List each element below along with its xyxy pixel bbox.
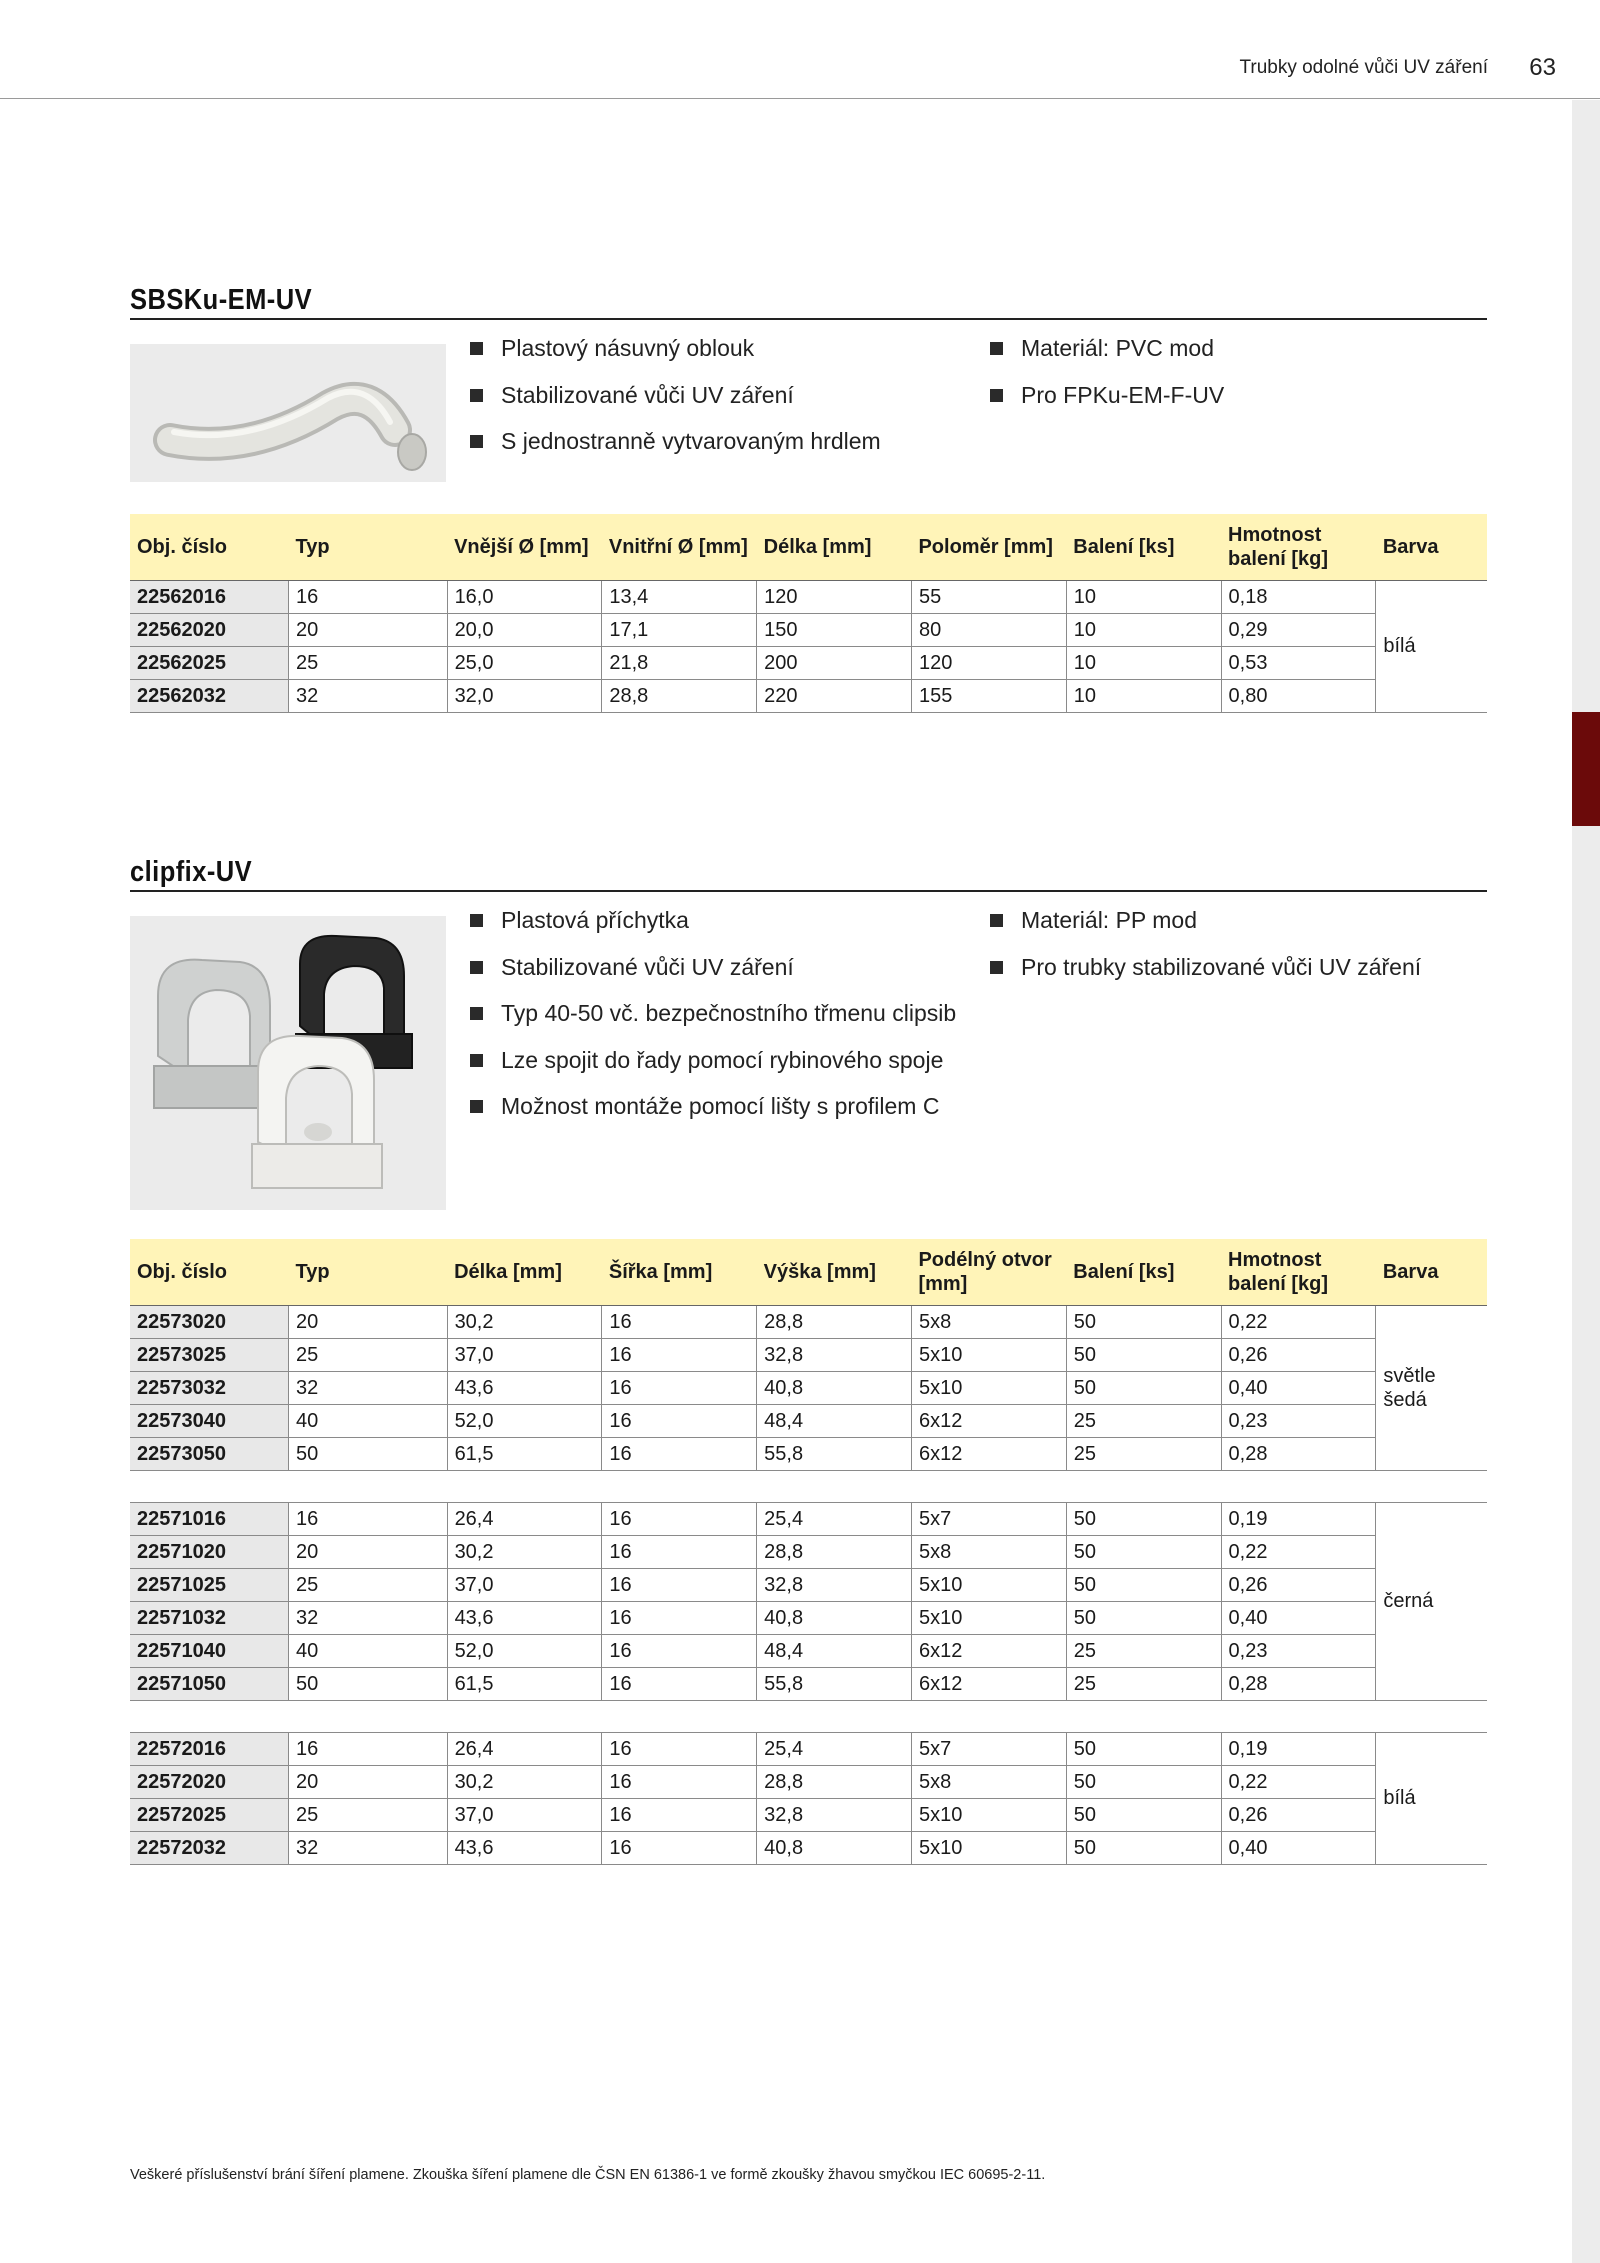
table-cell: 32 [289,1831,448,1864]
section-title: clipfix-UV [130,852,1487,892]
table-cell: 50 [1066,1765,1221,1798]
table-row [130,1305,1487,1338]
table-cell: 50 [1066,1798,1221,1831]
column-header: Obj. číslo [130,514,289,580]
table-cell: 40,8 [757,1831,912,1864]
color-cell: černá [1376,1502,1487,1700]
table-cell: 20,0 [447,613,602,646]
order-number: 22572016 [130,1732,289,1765]
table-cell: 50 [1066,1535,1221,1568]
table-cell: 20 [289,1765,448,1798]
feature-text: Pro trubky stabilizované vůči UV záření [1021,953,1422,980]
table-cell: 28,8 [757,1765,912,1798]
table-cell: 0,28 [1221,1437,1376,1470]
table-cell: 0,40 [1221,1601,1376,1634]
table-cell: 37,0 [447,1338,602,1371]
table-row [130,1798,1487,1831]
feature-item [470,1048,990,1095]
square-bullet-icon [470,914,483,927]
features-right [990,336,1510,429]
order-number: 22572020 [130,1765,289,1798]
column-header: Obj. číslo [130,1239,289,1305]
table-cell: 30,2 [447,1305,602,1338]
table-cell: 0,23 [1221,1634,1376,1667]
table-row [130,1437,1487,1470]
table-cell: 0,40 [1221,1371,1376,1404]
order-number: 22562020 [130,613,289,646]
group-spacer [130,1470,1487,1502]
table-cell: 16 [602,1667,757,1700]
page-number: 63 [1529,54,1556,81]
color-cell: bílá [1376,1732,1487,1864]
feature-text: Typ 40-50 vč. bezpečnostního třmenu clipsib [501,1000,957,1026]
table-cell: 50 [289,1667,448,1700]
feature-item [470,908,990,955]
table-cell: 50 [1066,1732,1221,1765]
table-row [130,1404,1487,1437]
feature-item [470,1094,990,1141]
column-header: Hmotnost balení [kg] [1221,1239,1376,1305]
table-cell: 10 [1066,646,1221,679]
feature-item [470,429,990,476]
table-cell: 55,8 [757,1437,912,1470]
square-bullet-icon [470,1007,483,1020]
table-cell: 0,53 [1221,646,1376,679]
table-header-row [130,1239,1487,1305]
table-cell: 26,4 [447,1732,602,1765]
table-cell: 10 [1066,613,1221,646]
feature-text: Možnost montáže pomocí lišty s profilem C [501,1093,940,1119]
column-header: Typ [289,514,448,580]
table-cell: 48,4 [757,1634,912,1667]
table-cell: 43,6 [447,1601,602,1634]
table-cell: 25 [289,1568,448,1601]
table-cell: 10 [1066,679,1221,712]
table-cell: 50 [1066,1831,1221,1864]
column-header: Podélný otvor [mm] [911,1239,1066,1305]
table-cell: 50 [1066,1502,1221,1535]
table-cell: 16 [602,1535,757,1568]
table-cell: 25 [289,1798,448,1831]
table-cell: 0,26 [1221,1568,1376,1601]
table-cell: 25,4 [757,1732,912,1765]
table-cell: 50 [1066,1601,1221,1634]
column-header: Hmotnost balení [kg] [1221,514,1376,580]
order-number: 22573050 [130,1437,289,1470]
table-row [130,646,1487,679]
order-number: 22572032 [130,1831,289,1864]
square-bullet-icon [470,389,483,402]
table-cell: 28,8 [602,679,757,712]
feature-text: Lze spojit do řady pomocí rybinového spoje [501,1046,944,1073]
column-header: Poloměr [mm] [911,514,1066,580]
table-cell: 5x8 [911,1765,1066,1798]
table-cell: 5x10 [911,1338,1066,1371]
table-cell: 5x10 [911,1568,1066,1601]
order-number: 22562016 [130,580,289,613]
table-cell: 16 [602,1568,757,1601]
square-bullet-icon [470,1054,483,1067]
table-cell: 21,8 [602,646,757,679]
table-cell: 25 [1066,1437,1221,1470]
order-number: 22573032 [130,1371,289,1404]
order-number: 22571050 [130,1667,289,1700]
table-cell: 20 [289,613,448,646]
feature-item [470,383,990,430]
table-row [130,1667,1487,1700]
table-cell: 40 [289,1634,448,1667]
table-cell: 25 [1066,1634,1221,1667]
table-cell: 32 [289,1601,448,1634]
table-cell: 61,5 [447,1667,602,1700]
table-cell: 16 [289,1732,448,1765]
column-header: Vnější Ø [mm] [447,514,602,580]
table-cell: 5x10 [911,1601,1066,1634]
table-cell: 13,4 [602,580,757,613]
features-left [470,908,990,1141]
feature-item [990,383,1510,430]
side-tab-strip [1572,100,1600,2263]
section-sbsku [130,280,1487,707]
table-cell: 5x8 [911,1305,1066,1338]
table-row [130,1732,1487,1765]
table-cell: 28,8 [757,1535,912,1568]
table-cell: 16 [602,1831,757,1864]
order-number: 22562025 [130,646,289,679]
table-cell: 50 [1066,1371,1221,1404]
feature-item [470,1001,990,1048]
table-cell: 32,0 [447,679,602,712]
table-cell: 150 [757,613,912,646]
table-cell: 50 [1066,1338,1221,1371]
group-spacer [130,1700,1487,1732]
table-cell: 6x12 [911,1667,1066,1700]
table-cell: 40,8 [757,1371,912,1404]
square-bullet-icon [990,914,1003,927]
table-cell: 0,22 [1221,1765,1376,1798]
feature-item [470,336,990,383]
column-header: Vnitřní Ø [mm] [602,514,757,580]
column-header: Šířka [mm] [602,1239,757,1305]
features-right [990,908,1510,1001]
column-header: Barva [1376,1239,1487,1305]
square-bullet-icon [470,1100,483,1113]
table-cell: 25 [289,646,448,679]
features-left [470,336,990,476]
table-cell: 0,26 [1221,1798,1376,1831]
feature-text: S jednostranně vytvarovaným hrdlem [501,428,881,454]
column-header: Délka [mm] [447,1239,602,1305]
table-row [130,580,1487,613]
square-bullet-icon [470,961,483,974]
table-cell: 25,4 [757,1502,912,1535]
side-tab-marker [1572,712,1600,826]
table-cell: 5x10 [911,1371,1066,1404]
footnote: Veškeré příslušenství brání šíření plamene. Zkouška šíření plamene dle ČSN EN 61386-1 ve formě zkoušky žhavou smyčkou IEC 60695-2-11. [130,2167,1046,2183]
table-cell: 0,19 [1221,1502,1376,1535]
table-cell: 25 [1066,1404,1221,1437]
column-header: Výška [mm] [757,1239,912,1305]
table-cell: 16,0 [447,580,602,613]
order-number: 22573040 [130,1404,289,1437]
table-cell: 0,18 [1221,580,1376,613]
table-cell: 16 [602,1437,757,1470]
feature-text: Stabilizované vůči UV záření [501,953,794,980]
color-cell: bílá [1376,580,1487,712]
column-header: Balení [ks] [1066,1239,1221,1305]
table-cell: 52,0 [447,1634,602,1667]
pipe-clip-photo-icon [130,916,446,1210]
table-row [130,1502,1487,1535]
table-cell: 37,0 [447,1798,602,1831]
table-cell: 50 [1066,1568,1221,1601]
table-cell: 5x7 [911,1732,1066,1765]
table-cell: 6x12 [911,1437,1066,1470]
table-header-row [130,514,1487,580]
order-number: 22573025 [130,1338,289,1371]
table-cell: 0,40 [1221,1831,1376,1864]
table-cell: 6x12 [911,1404,1066,1437]
feature-item [470,955,990,1002]
table-cell: 20 [289,1305,448,1338]
order-number: 22573020 [130,1305,289,1338]
table-cell: 28,8 [757,1305,912,1338]
table-row [130,1568,1487,1601]
section-clipfix [130,852,1487,1859]
order-number: 22571016 [130,1502,289,1535]
table-row [130,1535,1487,1568]
table-cell: 50 [1066,1305,1221,1338]
table-cell: 25 [1066,1667,1221,1700]
header-title: Trubky odolné vůči UV záření [1239,57,1488,78]
table-cell: 32,8 [757,1568,912,1601]
color-cell: světle šedá [1376,1305,1487,1470]
table-cell: 16 [289,1502,448,1535]
square-bullet-icon [470,342,483,355]
table-cell: 16 [602,1765,757,1798]
table-cell: 16 [602,1404,757,1437]
table-row [130,1634,1487,1667]
table-cell: 0,22 [1221,1535,1376,1568]
table-cell: 50 [289,1437,448,1470]
column-header: Balení [ks] [1066,514,1221,580]
table-cell: 16 [602,1502,757,1535]
table-cell: 10 [1066,580,1221,613]
feature-text: Plastová příchytka [501,907,689,933]
order-number: 22571040 [130,1634,289,1667]
table-cell: 6x12 [911,1634,1066,1667]
table-cell: 16 [602,1732,757,1765]
feature-text: Materiál: PP mod [1021,907,1197,933]
order-number: 22571025 [130,1568,289,1601]
table-cell: 5x10 [911,1831,1066,1864]
section-title: SBSKu-EM-UV [130,280,1487,320]
table-row [130,679,1487,712]
feature-item [990,955,1510,1002]
table-cell: 16 [602,1634,757,1667]
feature-item [990,908,1510,955]
pipe-bend-photo-icon [130,344,446,482]
table-cell: 25,0 [447,646,602,679]
table-row [130,1765,1487,1798]
table-cell: 43,6 [447,1831,602,1864]
column-header: Typ [289,1239,448,1305]
square-bullet-icon [990,389,1003,402]
table-cell: 0,22 [1221,1305,1376,1338]
table-cell: 0,80 [1221,679,1376,712]
feature-text: Materiál: PVC mod [1021,335,1215,361]
order-number: 22571032 [130,1601,289,1634]
table-cell: 5x10 [911,1798,1066,1831]
table-cell: 0,26 [1221,1338,1376,1371]
column-header: Délka [mm] [757,514,912,580]
table-cell: 120 [911,646,1066,679]
table-cell: 32,8 [757,1338,912,1371]
table-cell: 55 [911,580,1066,613]
square-bullet-icon [990,342,1003,355]
table-cell: 55,8 [757,1667,912,1700]
table-cell: 220 [757,679,912,712]
table-cell: 0,28 [1221,1667,1376,1700]
table-row [130,1831,1487,1864]
feature-item [990,336,1510,383]
table-cell: 25 [289,1338,448,1371]
table-cell: 5x7 [911,1502,1066,1535]
square-bullet-icon [470,435,483,448]
table-cell: 155 [911,679,1066,712]
table-cell: 16 [602,1798,757,1831]
table-cell: 26,4 [447,1502,602,1535]
table-cell: 200 [757,646,912,679]
table-cell: 32 [289,679,448,712]
order-number: 22572025 [130,1798,289,1831]
table-cell: 32 [289,1371,448,1404]
spec-table-sbsku [130,514,1487,713]
order-number: 22562032 [130,679,289,712]
table-cell: 16 [602,1371,757,1404]
table-cell: 0,19 [1221,1732,1376,1765]
table-cell: 16 [602,1305,757,1338]
feature-text: Pro FPKu-EM-F-UV [1021,381,1225,408]
table-cell: 5x8 [911,1535,1066,1568]
table-cell: 20 [289,1535,448,1568]
feature-text: Stabilizované vůči UV záření [501,381,794,408]
table-cell: 16 [602,1338,757,1371]
table-cell: 52,0 [447,1404,602,1437]
feature-text: Plastový násuvný oblouk [501,335,755,361]
table-cell: 16 [289,580,448,613]
table-cell: 0,23 [1221,1404,1376,1437]
table-row [130,1601,1487,1634]
table-cell: 48,4 [757,1404,912,1437]
page-header [0,0,1600,100]
table-cell: 37,0 [447,1568,602,1601]
order-number: 22571020 [130,1535,289,1568]
table-row [130,1371,1487,1404]
table-cell: 32,8 [757,1798,912,1831]
table-cell: 0,29 [1221,613,1376,646]
table-cell: 80 [911,613,1066,646]
table-cell: 43,6 [447,1371,602,1404]
table-cell: 40 [289,1404,448,1437]
header-divider [0,98,1600,99]
table-cell: 30,2 [447,1765,602,1798]
table-row [130,1338,1487,1371]
table-cell: 30,2 [447,1535,602,1568]
table-row [130,613,1487,646]
table-cell: 16 [602,1601,757,1634]
table-cell: 40,8 [757,1601,912,1634]
square-bullet-icon [990,961,1003,974]
table-cell: 61,5 [447,1437,602,1470]
column-header: Barva [1376,514,1487,580]
table-cell: 120 [757,580,912,613]
table-cell: 17,1 [602,613,757,646]
spec-table-clipfix [130,1239,1487,1865]
